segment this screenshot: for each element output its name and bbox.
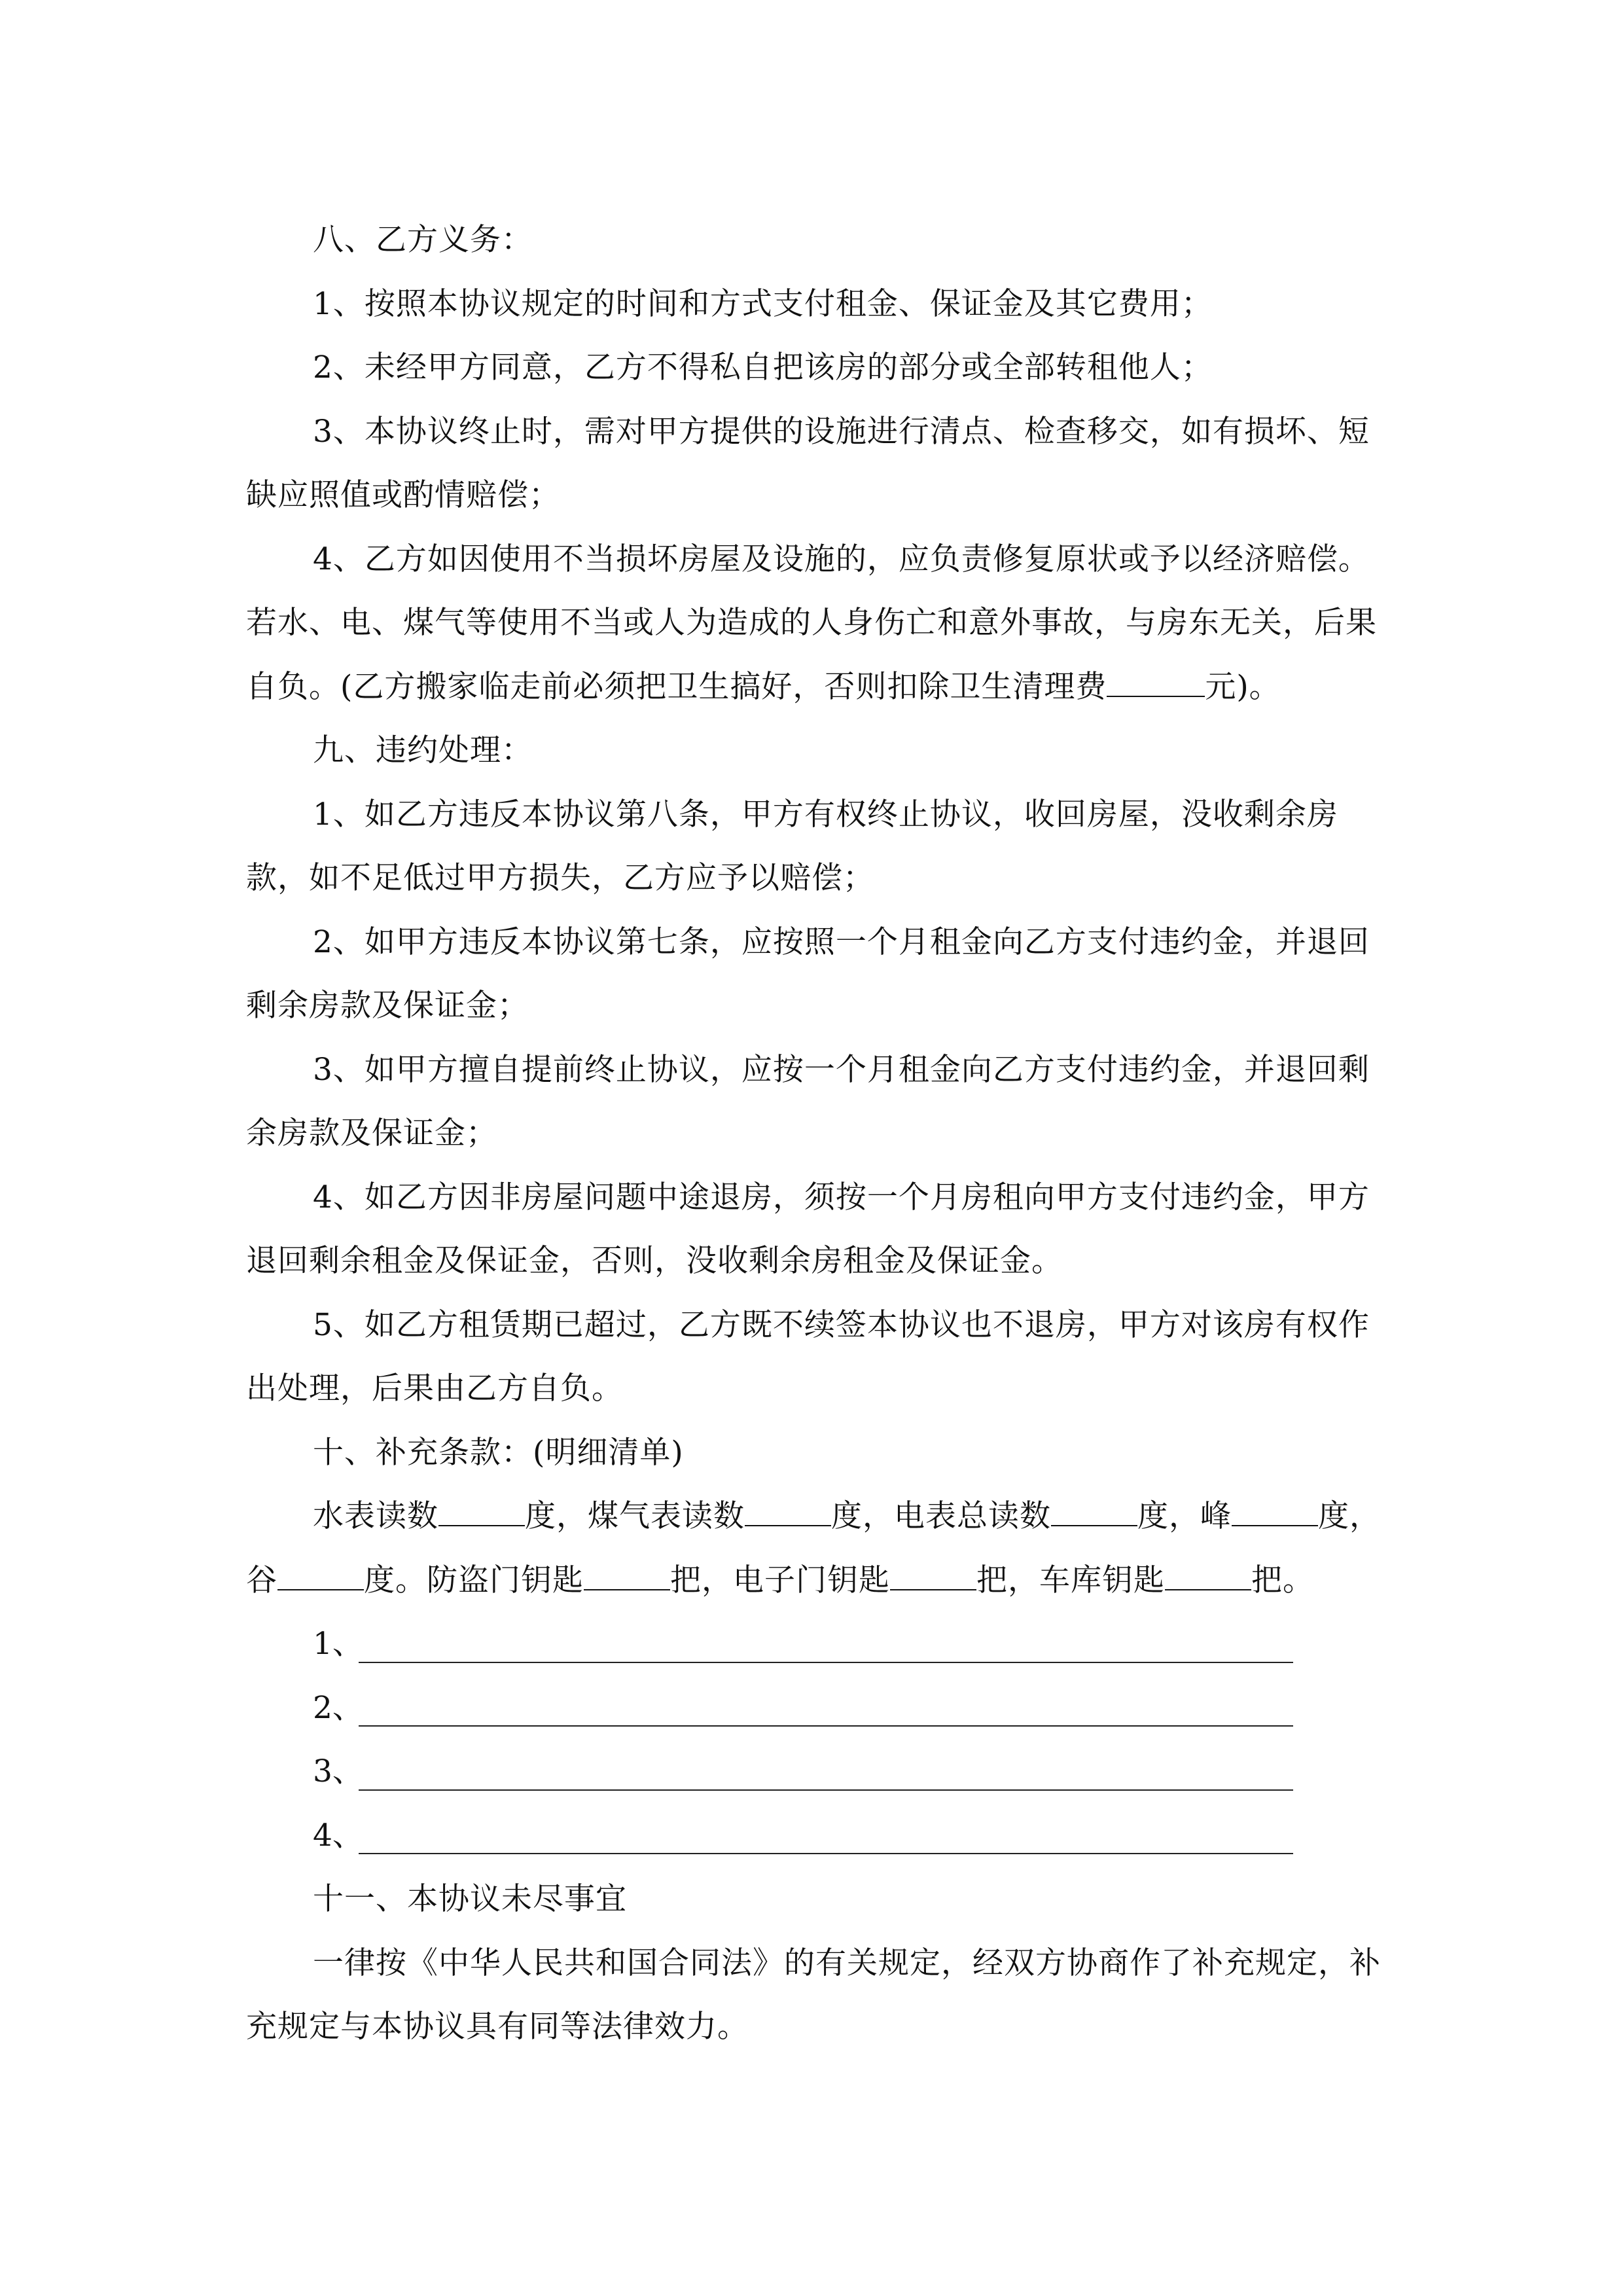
valley-label: 谷 xyxy=(246,1562,277,1598)
section-8-item-4-end: 元)。 xyxy=(1205,668,1281,705)
section-9-item-2: 2、如甲方违反本协议第七条，应按照一个月租金向乙方支付违约金，并退回剩余房款及保证金； xyxy=(246,924,1370,1024)
document-page xyxy=(246,208,1381,2059)
section-8-item-4 xyxy=(246,528,1381,719)
cleaning-fee-blank[interactable] xyxy=(1107,668,1205,696)
electronic-door-key-label: 把，电子门钥匙 xyxy=(670,1562,890,1598)
peak-blank[interactable] xyxy=(1232,1498,1318,1526)
supplement-line-4 xyxy=(246,1804,1381,1868)
garage-key-blank[interactable] xyxy=(1165,1561,1251,1590)
security-door-key-label: 度。防盗门钥匙 xyxy=(364,1562,584,1598)
peak-unit: 度， xyxy=(1318,1498,1381,1534)
section-11-heading: 十一、本协议未尽事宜 xyxy=(313,1881,627,1917)
supplement-line-number: 2、 xyxy=(313,1689,363,1726)
supplement-line-number: 3、 xyxy=(313,1753,363,1789)
security-door-key-blank[interactable] xyxy=(584,1561,670,1590)
garage-key-unit: 把。 xyxy=(1251,1562,1314,1598)
supplement-line-blank[interactable] xyxy=(359,1745,1293,1791)
supplement-line-1 xyxy=(246,1612,1381,1676)
section-8-item-4-text: 4、乙方如因使用不当损坏房屋及设施的，应负责修复原状或予以经济赔偿。若水、电、煤气等使用不当或人为造成的人身伤亡和意外事故，与房东无关，后果自负。(乙方搬家临走前必须把卫生搞好，否则扣除卫生清理费 xyxy=(246,541,1377,705)
supplement-line-number: 4、 xyxy=(313,1817,363,1854)
supplement-line-blank[interactable] xyxy=(359,1681,1293,1727)
garage-key-label: 把，车库钥匙 xyxy=(976,1562,1165,1598)
supplement-line-blank[interactable] xyxy=(359,1808,1293,1854)
meter-readings xyxy=(246,1484,1381,1612)
water-meter-blank[interactable] xyxy=(438,1498,525,1526)
supplement-line-blank[interactable] xyxy=(359,1617,1293,1663)
section-9-heading: 九、违约处理： xyxy=(313,732,533,768)
supplement-line-2 xyxy=(246,1676,1381,1740)
section-9-item-4: 4、如乙方因非房屋问题中途退房，须按一个月房租向甲方支付违约金，甲方退回剩余租金及保证金，否则，没收剩余房租金及保证金。 xyxy=(246,1179,1370,1279)
water-meter-label: 水表读数 xyxy=(313,1498,438,1534)
section-10-heading: 十、补充条款：(明细清单) xyxy=(313,1434,684,1471)
supplement-line-3 xyxy=(246,1740,1381,1804)
gas-meter-label: 度，煤气表读数 xyxy=(525,1498,745,1534)
section-9-item-3: 3、如甲方擅自提前终止协议，应按一个月租金向乙方支付违约金，并退回剩余房款及保证金； xyxy=(246,1051,1370,1151)
section-11-body: 一律按《中华人民共和国合同法》的有关规定，经双方协商作了补充规定，补充规定与本协议具有同等法律效力。 xyxy=(246,1945,1381,2045)
section-9-item-1: 1、如乙方违反本协议第八条，甲方有权终止协议，收回房屋，没收剩余房款，如不足低过甲方损失，乙方应予以赔偿； xyxy=(246,796,1338,896)
valley-blank[interactable] xyxy=(277,1561,364,1590)
gas-meter-blank[interactable] xyxy=(745,1498,831,1526)
peak-label: 度，峰 xyxy=(1137,1498,1232,1534)
section-8-item-1: 1、按照本协议规定的时间和方式支付租金、保证金及其它费用； xyxy=(313,285,1213,322)
electronic-door-key-blank[interactable] xyxy=(890,1561,976,1590)
supplement-line-number: 1、 xyxy=(313,1626,363,1662)
electric-meter-blank[interactable] xyxy=(1051,1498,1137,1526)
section-8-heading: 八、乙方义务： xyxy=(313,222,533,258)
section-8-item-3: 3、本协议终止时，需对甲方提供的设施进行清点、检查移交，如有损坏、短缺应照值或酌情赔偿； xyxy=(246,413,1370,513)
section-9-item-5: 5、如乙方租赁期已超过，乙方既不续签本协议也不退房，甲方对该房有权作出处理，后果由乙方自负。 xyxy=(246,1306,1370,1407)
electric-meter-label: 度，电表总读数 xyxy=(831,1498,1051,1534)
section-8-item-2: 2、未经甲方同意，乙方不得私自把该房的部分或全部转租他人； xyxy=(313,350,1213,386)
